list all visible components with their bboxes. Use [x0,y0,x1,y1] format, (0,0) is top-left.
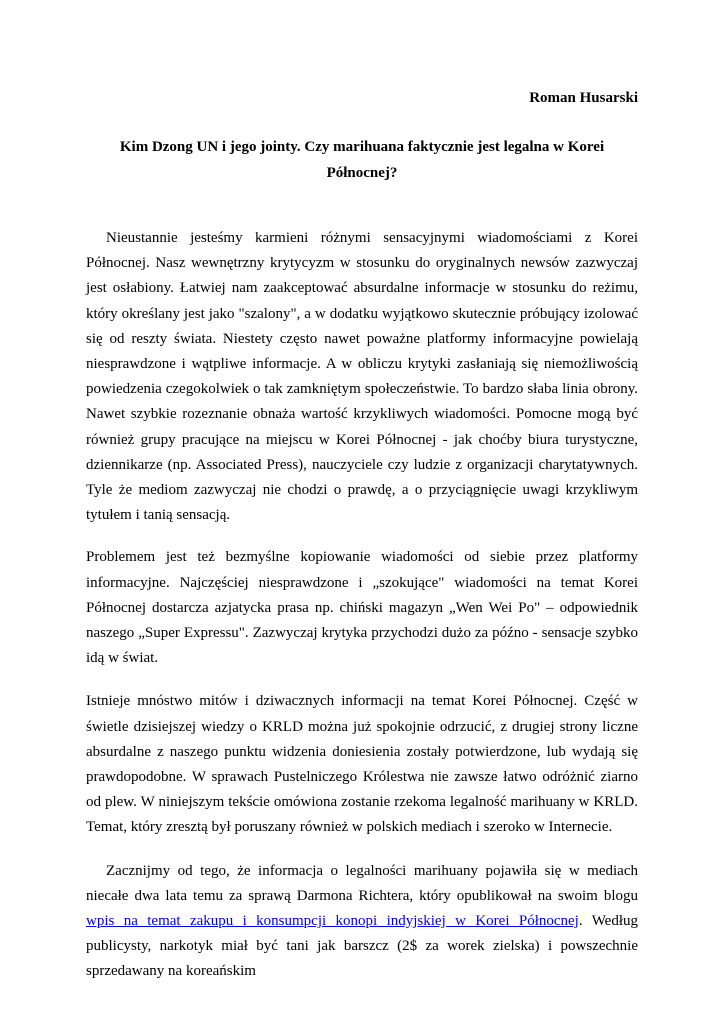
paragraph-2: Problemem jest też bezmyślne kopiowanie wiadomości od siebie przez platformy informacyjne. Najczęściej niesprawdzone i „szokujące" wiadomości na temat Korei Północnej dostarcza azjatycka prasa np. chiński magazyn „Wen Wei Po" – odpowiednik naszego „Super Expressu". Zazwyczaj krytyka przychodzi dużo za późno - sensacje szybko idą w świat. [86,549,638,667]
paragraph-3: Istnieje mnóstwo mitów i dziwacznych informacji na temat Korei Północnej. Część w świetle dzisiejszej wiedzy o KRLD można już spokojnie odrzucić, z drugiej strony liczne absurdalne z naszego punktu widzenia doniesienia zostały potwierdzone, lub wydają się prawdopodobne. W sprawach Pustelniczego Królestwa nie zawsze łatwo odróżnić ziarno od plew. W niniejszym tekście omówiona zostanie rzekoma legalność marihuany w KRLD. Temat, który zresztą był poruszany również w polskich mediach i szeroko w Internecie. [86,693,638,836]
paragraph-4 [86,859,638,985]
cannabis-article-link[interactable]: wpis na temat zakupu i konsumpcji konopi indyjskiej w Korei Północnej [86,913,579,930]
paragraph-4-text-before-link: Zacznijmy od tego, że informacja o legalności marihuany pojawiła się w mediach niecałe dwa lata temu za sprawą Darmona Richtera, który opublikował na swoim blogu [86,862,638,904]
article-body [86,226,638,985]
article-title: Kim Dzong UN i jego jointy. Czy marihuana faktycznie jest legalna w Korei Północnej? [119,139,605,181]
paragraph-4-text-after-link: . Według publicysty, narkotyk miał być tani jak barszcz (2$ za worek zielska) i powszechnie sprzedawany na koreańskim [86,913,638,980]
author-name: Roman Husarski [529,90,638,106]
paragraph-1: Nieustannie jesteśmy karmieni różnymi sensacyjnymi wiadomościami z Korei Północnej. Nasz wewnętrzny krytycyzm w stosunku do oryginalnych newsów zazwyczaj jest osłabiony. Łatwiej nam zaakceptować absurdalne informacje w stosunku do reżimu, który określany jest jako "szalony", a w dodatku wyjątkowo skutecznie próbujący izolować się od reszty świata. Niestety często nawet poważne platformy informacyjne powielają niesprawdzone i wątpliwe informacje. A w obliczu krytyki zasłaniają się niemożliwością powiedzenia czegokolwiek o tak zamkniętym społeczeństwie. To bardzo słaba linia obrony. Nawet szybkie rozeznanie obnaża wartość krzykliwych wiadomości. Pomocne mogą być również grupy pracujące na miejscu w Korei Północnej - jak choćby biura turystyczne, dziennikarze (np. Associated Press), nauczyciele czy ludzie z organizacji charytatywnych. Tyle że mediom zazwyczaj nie chodzi o prawdę, a o przyciągnięcie uwagi krzykliwym tytułem i tanią sensacją. [86,230,638,524]
